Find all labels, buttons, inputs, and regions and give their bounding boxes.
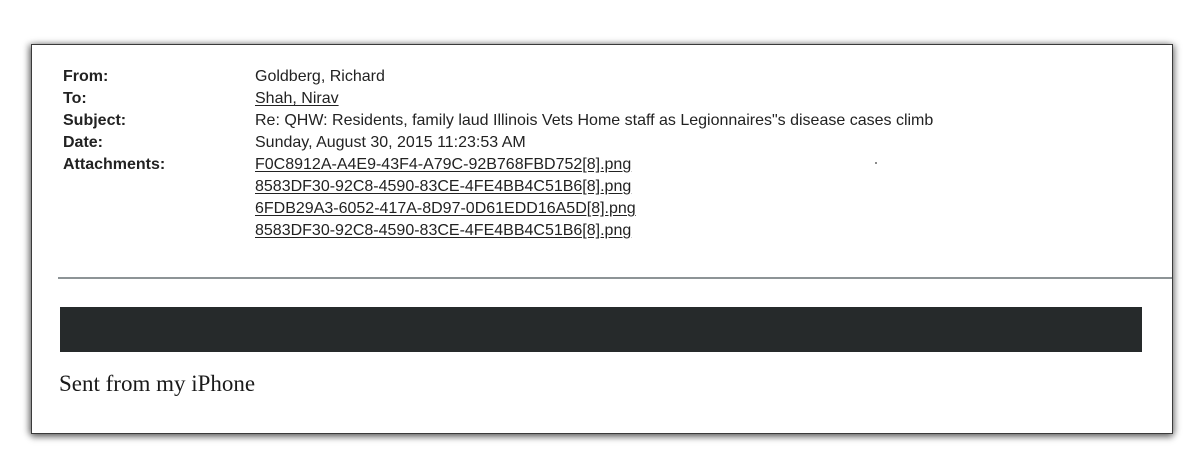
document-sheet: [31, 44, 1173, 434]
date-label: Date:: [63, 134, 104, 151]
subject-row: [63, 111, 933, 133]
to-label: To:: [63, 90, 87, 107]
header-divider: [58, 277, 1172, 279]
email-header: [63, 67, 933, 243]
attachments-label: Attachments:: [63, 156, 166, 173]
attachment-link[interactable]: 8583DF30-92C8-4590-83CE-4FE4BB4C51B6[8].png: [255, 178, 632, 195]
to-value-link[interactable]: Shah, Nirav: [255, 90, 339, 107]
from-row: [63, 67, 933, 89]
attachment-link[interactable]: 8583DF30-92C8-4590-83CE-4FE4BB4C51B6[8].png: [255, 222, 632, 239]
signature-text: Sent from my iPhone: [59, 371, 256, 396]
from-label: From:: [63, 68, 109, 85]
date-row: [63, 133, 933, 155]
to-row: [63, 89, 933, 111]
attachments-list: [255, 155, 636, 243]
scan-speck: [875, 162, 877, 164]
attachment-link[interactable]: F0C8912A-A4E9-43F4-A79C-92B768FBD752[8].png: [255, 156, 632, 173]
redaction-bar: [60, 307, 1142, 352]
subject-label: Subject:: [63, 112, 127, 129]
date-value: Sunday, August 30, 2015 11:23:53 AM: [255, 134, 526, 151]
attachments-row: [63, 155, 933, 243]
attachment-link[interactable]: 6FDB29A3-6052-417A-8D97-0D61EDD16A5D[8].png: [255, 200, 636, 217]
from-value: Goldberg, Richard: [255, 68, 385, 85]
subject-value: Re: QHW: Residents, family laud Illinois Vets Home staff as Legionnaires"s disease cases climb: [255, 112, 934, 129]
